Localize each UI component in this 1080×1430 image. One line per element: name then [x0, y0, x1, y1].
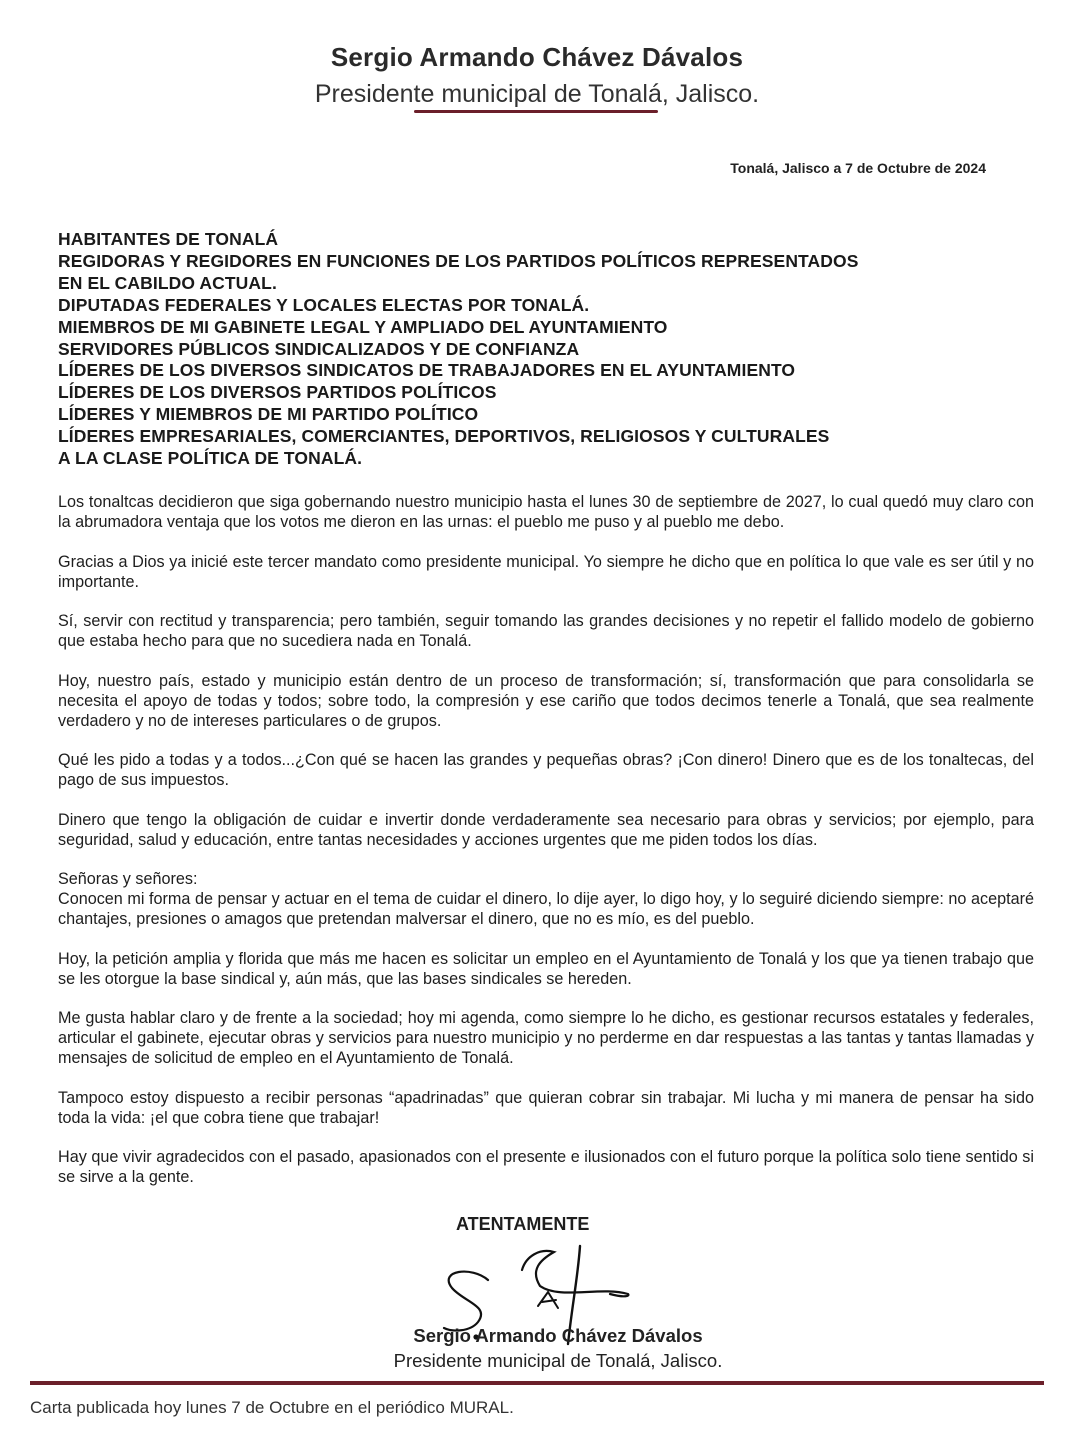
body-paragraph: Los tonaltcas decidieron que siga gobernando nuestro municipio hasta el lunes 30 de septiembre de 2027, lo cual quedó muy claro con la abrumadora ventaja que los votos me dieron en las urnas: el pueblo me puso y al pueblo me debo. [58, 493, 1034, 531]
letterhead-divider [414, 110, 658, 113]
salutation-line: EN EL CABILDO ACTUAL. [58, 272, 277, 293]
letter-body [58, 492, 1034, 1207]
body-paragraph: Señoras y señores: Conocen mi forma de pensar y actuar en el tema de cuidar el dinero, lo dije ayer, lo digo hoy, y lo seguiré diciendo siempre: no aceptaré chantajes, presiones o amagos que pretendan malversar el dinero, que no es mío, es del pueblo. [58, 870, 1034, 928]
signatory-role: Presidente municipal de Tonalá, Jalisco. [393, 1350, 723, 1371]
salutation-line: LÍDERES DE LOS DIVERSOS SINDICATOS DE TRABAJADORES EN EL AYUNTAMIENTO [58, 360, 796, 381]
body-paragraph: Me gusta hablar claro y de frente a la sociedad; hoy mi agenda, como siempre lo he dicho, es gestionar recursos estatales y federales, articular el gabinete, ejecutar obras y servicios para nuestro municipio y no perderme en dar respuestas a las tantas y tantas llamadas y mensajes de solicitud de empleo en el Ayuntamiento de Tonalá. [58, 1009, 1034, 1067]
salutation-line: HABITANTES DE TONALÁ [58, 229, 279, 249]
body-paragraph: Tampoco estoy dispuesto a recibir personas “apadrinadas” que quieran cobrar sin trabajar. Mi lucha y mi manera de pensar ha sido toda la vida: ¡el que cobra tiene que trabajar! [58, 1088, 1034, 1127]
salutation-line: DIPUTADAS FEDERALES Y LOCALES ELECTAS POR TONALÁ. [58, 294, 590, 315]
letterhead-name: Sergio Armando Chávez Dávalos [330, 42, 744, 72]
letterhead [0, 42, 1080, 109]
letterhead-role: Presidente municipal de Tonalá, Jalisco. [314, 80, 760, 108]
body-paragraph: Dinero que tengo la obligación de cuidar e invertir donde verdaderamente sea necesario para obras y servicios; por ejemplo, para seguridad, salud y educación, entre tantas necesidades y acciones urgentes que me piden todos los días. [58, 810, 1034, 849]
salutation-line: LÍDERES EMPRESARIALES, COMERCIANTES, DEPORTIVOS, RELIGIOSOS Y CULTURALES [58, 426, 830, 447]
signatory-name: Sergio Armando Chávez Dávalos [413, 1325, 703, 1346]
salutation-line: MIEMBROS DE MI GABINETE LEGAL Y AMPLIADO DEL AYUNTAMIENTO [58, 316, 668, 337]
body-paragraph: Qué les pido a todas y a todos...¿Con qué se hacen las grandes y pequeñas obras? ¡Con dinero! Dinero que es de los tonaltecas, del pago de sus impuestos. [58, 751, 1034, 789]
footer-divider [30, 1381, 1044, 1385]
salutation-line: LÍDERES DE LOS DIVERSOS PARTIDOS POLÍTICOS [58, 382, 497, 403]
body-paragraph: Gracias a Dios ya inicié este tercer mandato como presidente municipal. Yo siempre he dicho que en política lo que vale es ser útil y no importante. [58, 552, 1034, 591]
dateline: Tonalá, Jalisco a 7 de Octubre de 2024 [730, 160, 986, 176]
body-paragraph: Sí, servir con rectitud y transparencia; pero también, seguir tomando las grandes decisiones y no repetir el fallido modelo de gobierno que estaba hecho para que no sucediera nada en Tonalá. [58, 612, 1034, 650]
salutation-line: SERVIDORES PÚBLICOS SINDICALIZADOS Y DE CONFIANZA [58, 338, 580, 359]
closing-word: ATENTAMENTE [456, 1214, 590, 1234]
salutation-line: REGIDORAS Y REGIDORES EN FUNCIONES DE LOS PARTIDOS POLÍTICOS REPRESENTADOS [58, 250, 859, 271]
salutation-line: LÍDERES Y MIEMBROS DE MI PARTIDO POLÍTICO [58, 404, 479, 425]
body-paragraph: Hoy, nuestro país, estado y municipio están dentro de un proceso de transformación; sí, transformación que para consolidarla se necesita el apoyo de todas y todos; sobre todo, la compresión y ese cariño que todos decimos tenerle a Tonalá, que sea realmente verdadero y no de intereses particulares o de grupos. [58, 671, 1034, 730]
salutation-line: A LA CLASE POLÍTICA DE TONALÁ. [58, 448, 363, 469]
body-paragraph: Hoy, la petición amplia y florida que más me hacen es solicitar un empleo en el Ayuntamiento de Tonalá y los que ya tienen trabajo que se les otorgue la base sindical y, aún más, que las bases sindicales se hereden. [58, 949, 1034, 988]
salutation-block [58, 229, 958, 470]
footer-note: Carta publicada hoy lunes 7 de Octubre en el periódico MURAL. [30, 1398, 514, 1417]
body-paragraph: Hay que vivir agradecidos con el pasado, apasionados con el presente e ilusionados con el futuro porque la política solo tiene sentido si se sirve a la gente. [58, 1148, 1034, 1186]
